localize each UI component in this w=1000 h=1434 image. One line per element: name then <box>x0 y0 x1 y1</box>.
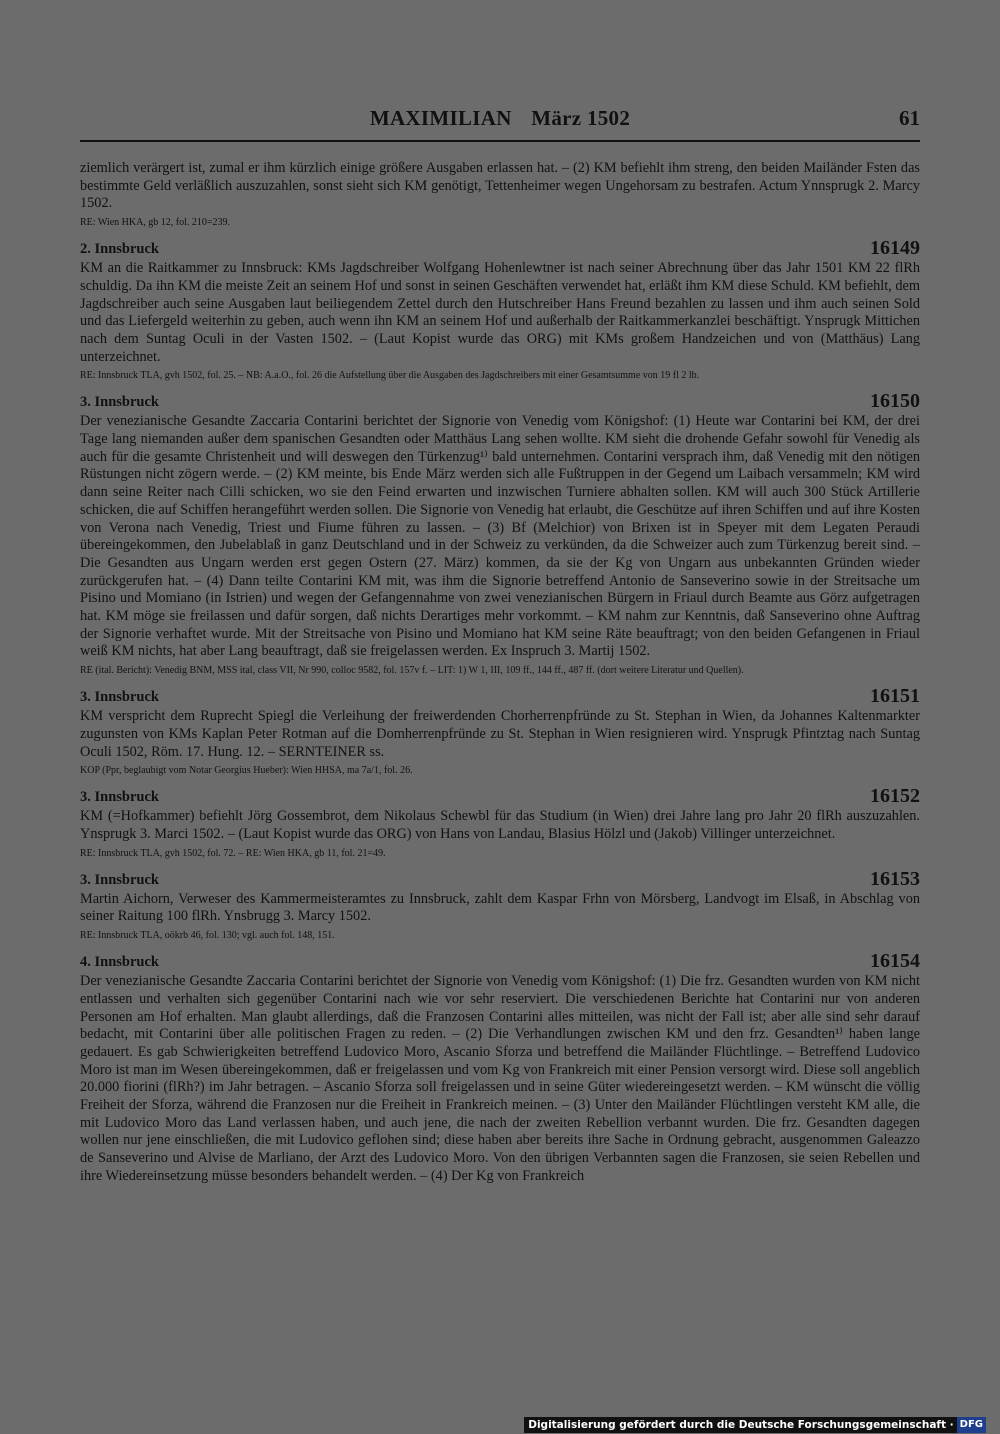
entry-text: ziemlich verärgert ist, zumal er ihm kürzlich einige größere Ausgaben erlassen hat. – (2) KM befiehlt ihm streng, den beiden Mailänder Fsten das bestimmte Geld verläßlich auszuzahlen, sonst sieht sich KM genötigt, Tettenheimer wegen Ungehorsam zu bestrafen. Actum Ynnsprugk 2. Marcy 1502. <box>80 160 920 212</box>
entry-text: KM verspricht dem Ruprecht Spiegl die Verleihung der freiwerdenden Chorherrenpfründe zu St. Stephan in Wien, da Johannes Kaltenmarkter zugunsten von KMs Kaplan Peter Rotman auf die Domherrenpfründe zu St. Stephan in Wien resignieren wird. Ynsprugk Pfintztag nach Suntag Oculi 1502, Röm. 17. Hung. 12. – SERNTEINER ss. <box>80 708 920 760</box>
entry-number: 16151 <box>870 685 920 708</box>
dfg-logo: DFG <box>957 1417 986 1433</box>
entry-text: Der venezianische Gesandte Zaccaria Contarini berichtet der Signorie von Venedig vom Königshof: (1) Heute war Contarini bei KM, der drei Tage lang niemanden außer dem spanischen Gesandten oder Matthäus Lang sehen wollte. KM sieht die drohende Gefahr sowohl für Venedig als auch für die gesamte Christenheit und will deswegen den Türkenzug¹⁾ bald unternehmen. Contarini versprach ihm, daß Venedig mit den nötigen Rüstungen nicht zögern werde. – (2) KM meinte, bis Ende März werden sich alle Fußtruppen in der Gegend um Laibach versammeln; KM wird dann seine Reiter nach Cilli schicken, wo sie den Feind erwarten und inzwischen Turniere abhalten sollen. KM will auch 300 Stück Artillerie schicken, die auf Schiffen herangeführt werden sollen. Die Signorie von Venedig hat erlaubt, die Geschütze auf ihren Schiffen und auf ihre Kosten von Verona nach Venedig, Triest und Fiume führen zu lassen. – (3) Bf (Melchior) von Brixen ist in Speyer mit dem Legaten Peraudi übereingekommen, den Jubelablaß in ganz Deutschland und in der Schweiz zu verkünden, da die Schweizer auch zum Türkenzug bereit sind. – Die Gesandten aus Ungarn werden erst gegen Ostern (27. März) kommen, da sie der Kg von Ungarn aus unbekannten Gründen wieder zurückgerufen hat. – (4) Dann teilte Contarini KM mit, was ihm die Signorie betreffend Antonio de Sanseverino sowie in der Streitsache um Pisino und Momiano (in Istrien) und wegen der Gefangennahme von zwei venezianischen Bürgern in Friaul durch Beamte aus Görz aufgetragen hat. KM möge sie freilassen und dafür sorgen, daß nichts Derartiges mehr vorkommt. – KM nahm zur Kenntnis, daß Sanseverino ohne Auftrag der Signorie verhaftet wurde. Mit der Streitsache von Pisino und Momiano hat KM seine Räte beauftragt; von den beiden Gefangenen in Friaul weiß KM nichts, hat aber Lang beauftragt, daß sie freigelassen werden. Ex Inspruch 3. Martij 1502. <box>80 413 920 660</box>
entry-place: 2. Innsbruck <box>80 241 159 258</box>
entry-16152 <box>80 786 920 859</box>
entry-place: 3. Innsbruck <box>80 689 159 706</box>
running-title <box>80 106 920 131</box>
funding-note: Digitalisierung gefördert durch die Deutsche Forschungsgemeinschaft · <box>528 1419 954 1431</box>
entry-number: 16153 <box>870 867 920 890</box>
entry-text: Der venezianische Gesandte Zaccaria Contarini berichtet der Signorie von Venedig vom Königshof: (1) Die frz. Gesandten wurden von KM nicht entlassen und verhalten sich gegenüber Contarini nach wie vor sehr reserviert. Die verschiedenen Berichte hat Contarini nur von anderen Personen am Hof erhalten. Man glaubt allerdings, daß die Franzosen Contarini alles mitteilen, was nicht der Fall ist; aber alle sind sehr darauf bedacht, mit Contarini über alle politischen Fragen zu reden. – (2) Die Verhandlungen zwischen KM und den frz. Gesandten¹⁾ haben lange gedauert. Es gab Schwierigkeiten betreffend Ludovico Moro, Ascanio Sforza und betreffend die Mailänder Flüchtlinge. – Betreffend Ludovico Moro ist man im Wesen übereingekommen, daß er freigelassen und vom Kg von Frankreich mit einer Pension versorgt wird. Diese soll angeblich 20.000 fiorini (flRh?) im Jahr betragen. – Ascanio Sforza soll freigelassen und in seine Güter wiedereingesetzt werden. – KM wünscht die völlig Freiheit der Sforza, während die Franzosen nur die Freiheit in Frankreich meinen. – (3) Unter den Mailänder Flüchtlingen versteht KM alle, die mit Ludovico Moro das Land verlassen haben, und auch jene, die nach der zweiten Rebellion verbannt wurden. Die frz. Gesandten dagegen wollen nur jene einschließen, die mit Ludovico geflohen sind; diese haben aber bereits ihre Sache in Ordnung gebracht, ausgenommen Galeazzo de Sanseverino und Alvise de Marliano, der Arzt des Ludovico Moro. Von den übrigen Verbannten sagen die Franzosen, sie seien Rebellen und ihre Wiedereinsetzung müsse besonders behandelt werden. – (4) Der Kg von Frankreich <box>80 973 920 1184</box>
page-number: 61 <box>899 106 920 130</box>
entry-heading <box>80 786 920 808</box>
header-name: MAXIMILIAN <box>369 106 512 130</box>
entry-16151 <box>80 686 920 777</box>
entry-reference: RE: Wien HKA, gb 12, fol. 210=239. <box>80 217 231 229</box>
dfg-footer <box>524 1417 986 1433</box>
entry-16153 <box>80 869 920 942</box>
continued-entry <box>80 160 920 229</box>
entry-reference: RE: Innsbruck TLA, gvh 1502, fol. 25. – NB: A.a.O., fol. 26 die Aufstellung über die Ausgaben des Jagdschreibers mit einer Gesamtsumme von 19 fl 2 lb. <box>80 370 700 382</box>
entry-text: KM (=Hofkammer) befiehlt Jörg Gossembrot, dem Nikolaus Schewbl für das Studium (in Wien) drei Jahre lang pro Jahr 20 flRh auszuzahlen. Ynsprugk 3. Marci 1502. – (Laut Kopist wurde das ORG) von Hans von Landau, Blasius Hölzl und (Jakob) Villinger unterzeichnet. <box>80 808 920 842</box>
entry-place: 3. Innsbruck <box>80 394 159 411</box>
entry-place: 3. Innsbruck <box>80 871 159 888</box>
entry-heading <box>80 686 920 708</box>
entry-heading <box>80 238 920 260</box>
entry-text: KM an die Raitkammer zu Innsbruck: KMs Jagdschreiber Wolfgang Hohenlewtner ist nach seiner Abrechnung über das Jahr 1501 KM 22 flRh schuldig. Da ihn KM die meiste Zeit an seinem Hof und sonst in seinen Geschäften verwendet hat, erläßt ihm KM diese Schuld. KM befiehlt, dem Jagdschreiber auch seine Ausgaben laut beiliegendem Zettel durch den Hutschreiber Hans Freund bezahlen zu lassen und ihm auch seinen Sold und das Liefergeld weiterhin zu geben, auch wenn ihn KM an seinem Hof und außerhalb der Raitkammerkanzlei beschäftigt. Ynsprugk Mittichen nach dem Suntag Oculi in der Vasten 1502. – (Laut Kopist wurde das ORG) mit KMs großem Handzeichen und von (Matthäus) Lang unterzeichnet. <box>80 260 920 365</box>
entry-number: 16149 <box>870 237 920 260</box>
page-header <box>80 106 920 142</box>
entry-heading <box>80 391 920 413</box>
entry-heading <box>80 951 920 973</box>
entry-place: 4. Innsbruck <box>80 954 159 971</box>
entry-number: 16152 <box>870 785 920 808</box>
entry-16150 <box>80 391 920 677</box>
page-content <box>80 160 920 1186</box>
entry-number: 16150 <box>870 390 920 413</box>
entry-reference: KOP (Ppr, beglaubigt vom Notar Georgius Hueber): Wien HHSA, ma 7a/1, fol. 26. <box>80 765 413 777</box>
entry-place: 3. Innsbruck <box>80 789 159 806</box>
header-date: März 1502 <box>531 106 631 130</box>
entry-16154 <box>80 951 920 1185</box>
entry-reference: RE: Innsbruck TLA, oökrb 46, fol. 130; vgl. auch fol. 148, 151. <box>80 930 335 942</box>
entry-reference: RE (ital. Bericht): Venedig BNM, MSS ital, class VII, Nr 990, colloc 9582, fol. 157v f. – LIT: 1) W 1, III, 109 ff., 144 ff., 487 ff. (dort weitere Literatur und Quellen). <box>80 665 744 677</box>
entry-heading <box>80 869 920 891</box>
entry-reference: RE: Innsbruck TLA, gvh 1502, fol. 72. – RE: Wien HKA, gb 11, fol. 21=49. <box>80 847 386 859</box>
entry-text: Martin Aichorn, Verweser des Kammermeisteramtes zu Innsbruck, zahlt dem Kaspar Frhn von Mörsberg, Landvogt im Elsaß, in Abschlag von seiner Raitung 100 flRh. Ynsbrugg 3. Marcy 1502. <box>80 890 920 925</box>
entry-number: 16154 <box>870 950 920 973</box>
entry-16149 <box>80 238 920 382</box>
